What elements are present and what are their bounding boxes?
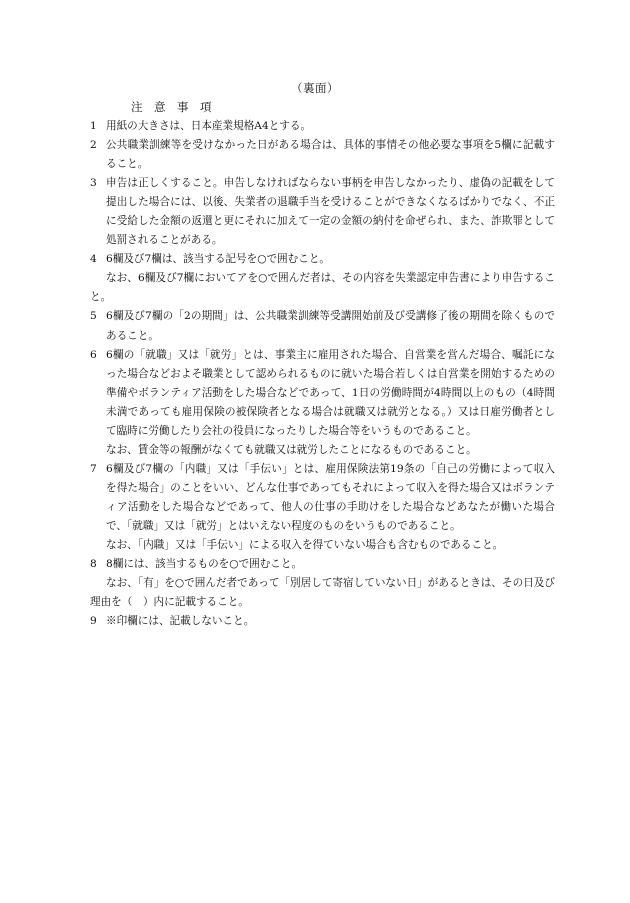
note-item-3 [90, 174, 555, 250]
note-number: 5 [90, 310, 97, 323]
note-item-9 [90, 612, 555, 631]
note-item-8 [90, 555, 555, 612]
note-number: 3 [90, 177, 97, 190]
page-header: （裏面） [291, 81, 339, 95]
note-text: 6欄の「就職」又は「就労」とは、事業主に雇用された場合、自営業を営んだ場合、嘱託になった場合などおよそ職業として認められるものに就いた場合若しくは自営業を開始するための準備やボランティア活動をした場合などであって、1日の労働時間が4時間以上のもの（4時間未満であっても雇用保険の被保険者となる場合は就職又は就労となる。）又は日雇労働者として臨時に労働したり会社の役員になったりした場合等をいうものであること。 [106, 348, 555, 437]
note-item-7 [90, 460, 555, 555]
note-text: 用紙の大きさは、日本産業規格A4とする。 [106, 120, 312, 132]
note-item-2 [90, 136, 555, 174]
note-text: 6欄及び7欄は、該当する記号を○で囲むこと。 [106, 253, 331, 266]
note-body [106, 460, 555, 555]
note-number: 6 [90, 348, 97, 361]
notes-list [90, 117, 555, 631]
note-number: 4 [90, 253, 97, 266]
page-title: 注 意 事 項 [131, 100, 212, 114]
note-item-5 [90, 307, 555, 345]
note-item-6 [90, 346, 555, 460]
note-text: 6欄及び7欄の「内職」又は「手伝い」とは、雇用保険法第19条の「自己の労働によって収入を得た場合」のことをいい、どんな仕事であってもそれによって収入を得た場合又はボランティア活動をした場合などであって、他人の仕事の手助けをした場合などあなたが働いた場合で、「就職」又は「就労」とはいえない程度のものをいうものであること。 [106, 462, 555, 532]
note-text: 8欄には、該当するものを○で囲むこと。 [106, 558, 303, 571]
note-body [90, 555, 555, 612]
note-supplement: なお、「内職」又は「手伝い」による収入を得ていない場合も含むものであること。 [106, 539, 504, 552]
note-text: 6欄及び7欄の「2の期間」は、公共職業訓練等受講開始前及び受講修了後の期間を除くものであること。 [106, 310, 555, 342]
note-number: 7 [90, 462, 97, 475]
note-text: 公共職業訓練等を受けなかった日がある場合は、具体的事情その他必要な事項を5欄に記載すること。 [106, 139, 555, 171]
note-number: 2 [90, 139, 97, 152]
note-number: 1 [90, 120, 97, 132]
note-text: 申告は正しくすること。申告しなければならない事柄を申告しなかったり、虚偽の記載をして提出した場合には、以後、失業者の退職手当を受けることができなくなるばかりでなく、不正に受給した金額の返還と更にそれに加えて一定の金額の納付を命ぜられ、また、詐欺罪として処罰されることがある。 [106, 177, 555, 247]
note-body [90, 250, 555, 307]
note-text: ※印欄には、記載しないこと。 [106, 615, 255, 628]
note-supplement: なお、6欄及び7欄においてアを○で囲んだ者は、その内容を失業認定申告書により申告すること。 [90, 272, 555, 304]
note-number: 8 [90, 558, 97, 571]
note-number: 9 [90, 615, 97, 628]
note-body [106, 346, 555, 460]
note-supplement: なお、賃金等の報酬がなくても就職又は就労したことになるものであること。 [106, 443, 477, 456]
note-supplement: なお、「有」を○で囲んだ者であって「別居して寄宿していない日」があるときは、その日及び理由を（ ）内に記載すること。 [90, 577, 555, 609]
note-item-4 [90, 250, 555, 307]
note-item-1 [90, 117, 555, 136]
